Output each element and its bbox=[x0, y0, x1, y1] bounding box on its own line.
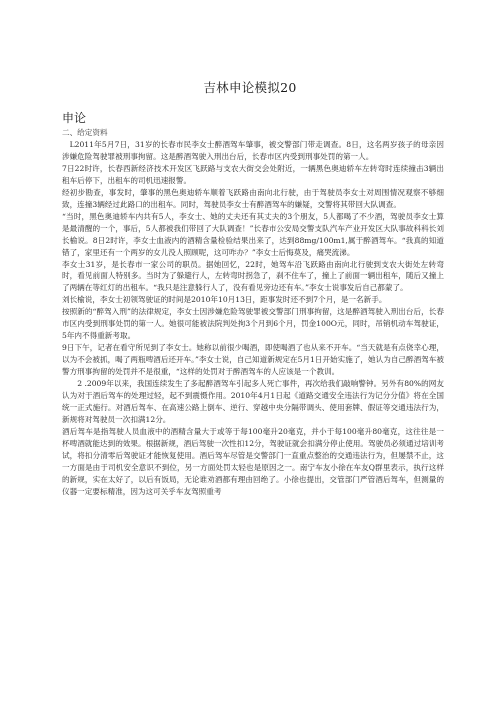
document-body bbox=[62, 139, 444, 498]
paragraph: 李女士31岁，是长春市一家公司的职员。据她回忆，22时，她驾车沿飞跃路由南向北行驶到支农大街处左转弯时，看见前面人特别多。当时为了躲避行人，左转弯时拐急了，刹不住车了，撞上了前面一辆出租车，随后又撞上了两辆在等红灯的出租车。“我只是注意躲行人了，没有看见旁边还有车。”李女士说事发后自己都蒙了。 bbox=[62, 259, 444, 293]
paragraph: 按照新的“醉驾入刑”的法律规定，李女士因涉嫌危险驾驶罪被交警部门刑事拘留，这是醉酒驾驶入刑出台后，长春市区内受到刑事处罚的第一人。她很可能被法院判处拘3个月到6个月，罚金100O元，同时，吊销机动车驾驶证，5年内不得重新考取。 bbox=[62, 307, 444, 341]
paragraph: L2011年5月7日，31岁的长春市民李女士醉酒驾车肇事，被交警部门带走调查。8日，这名两岁孩子的母亲因涉嫌危险驾驶罪被刑事拘留。这是醉酒驾驶入刑出台后，长春市区内受到刑事处罚的第一人。 bbox=[62, 140, 444, 161]
paragraph: 酒后驾车是指驾驶人员血液中的酒精含量大于或等于每100毫升20毫克，并小于每100毫升80毫克，这往往是一杯啤酒就能达到的效果。根据新规，酒后驾驶一次性扣12分，驾驶证就会扣满分停止使用。驾驶员必须通过培训考试，将扣分清零后驾驶证才能恢复使用。酒后驾车尽管是交警部门一直重点整治的交通违法行为，但屡禁不止，这一方面是由于司机安全意识不到位，另一方面处罚太轻也是原因之一。南宁车友小徐在车友Q群里表示，执行这样的新规，实在太好了，以后有饭局，无论谁劝酒都有理由回绝了。小徐也提出，交管部门严管酒后驾车，但测量的仪器一定要标精准，因为这可关乎车友驾照重考 bbox=[62, 426, 444, 496]
paragraph: 2 .2009年以来，我国连续发生了多起醉酒驾车引起多人死亡事件，再次给我们敲响警钟。另外有80%的网友认为对于酒后驾车的处理过轻，起不到震慑作用。2010年4月1日起《道路交通安全违法行为记分分值》将在全国统一正式施行。对酒后驾车、在高速公路上倒车、逆行、穿越中央分隔带调头、使用套牌、假证等交通违法行为，新规将对驾驶员一次扣满12分。 bbox=[62, 379, 444, 424]
paragraph: “当时，黑色奥迪轿车内共有5人，李女士、她的丈夫还有其丈夫的3个朋友，5人都喝了不少酒，驾驶员李女士算是最清醒的一个，事后，5人都被我们带回了大队调查！”长春市公安局交警支队汽车产业开发区大队事故科科长刘长榆说。8日2时许，李女士血液内的酒精含量检验结果出来了，达到88mg/100m1,属于醉酒驾车。“我真的知道错了，家里还有一个两岁的女儿没人照顾呢，这可咋办？”李女士后悔莫及，痛哭流涕。 bbox=[62, 211, 444, 257]
paragraph: 经初步勘查，事发时，肇事的黑色奥迪轿车顺着飞跃路由南向北行驶，由于驾驶员李女士对周围情况观察不够细致，连撞3辆经过此路口的出租车。同时，驾驶员李女士有醉酒驾车的嫌疑，交警将其带回大队调查。 bbox=[62, 187, 444, 209]
paragraph: 7日22时许，长春西新经济技术开发区飞跃路与支农大街交会处附近，一辆黑色奥迪轿车左转弯时连续撞击3辆出租车后停下，出租车的司机迅速报警。 bbox=[62, 163, 444, 185]
document-title: 吉林申论模拟20 bbox=[203, 80, 297, 95]
materials-subheading: 二、给定资料 bbox=[62, 128, 108, 137]
paragraph: 9日下午，记者在看守所见到了李女士。她称以前很少喝酒，即使喝酒了也从来不开车。“当天就是有点侥幸心理，以为不会被抓，喝了两瓶啤酒后还开车。”李女士说，自己知道新规定在5月1日开始实施了，她认为自己醉酒驾车被警方刑事拘留的处罚并不是很重，“这样的处罚对于醉酒驾车的人应该是一个教训。 bbox=[62, 343, 444, 377]
paragraph: 刘长榆说，李女士初领驾驶证的时间是2010年10月13日，距事发时还不到7个月，是一名新手。 bbox=[62, 295, 387, 305]
section-heading: 申论 bbox=[62, 111, 87, 125]
